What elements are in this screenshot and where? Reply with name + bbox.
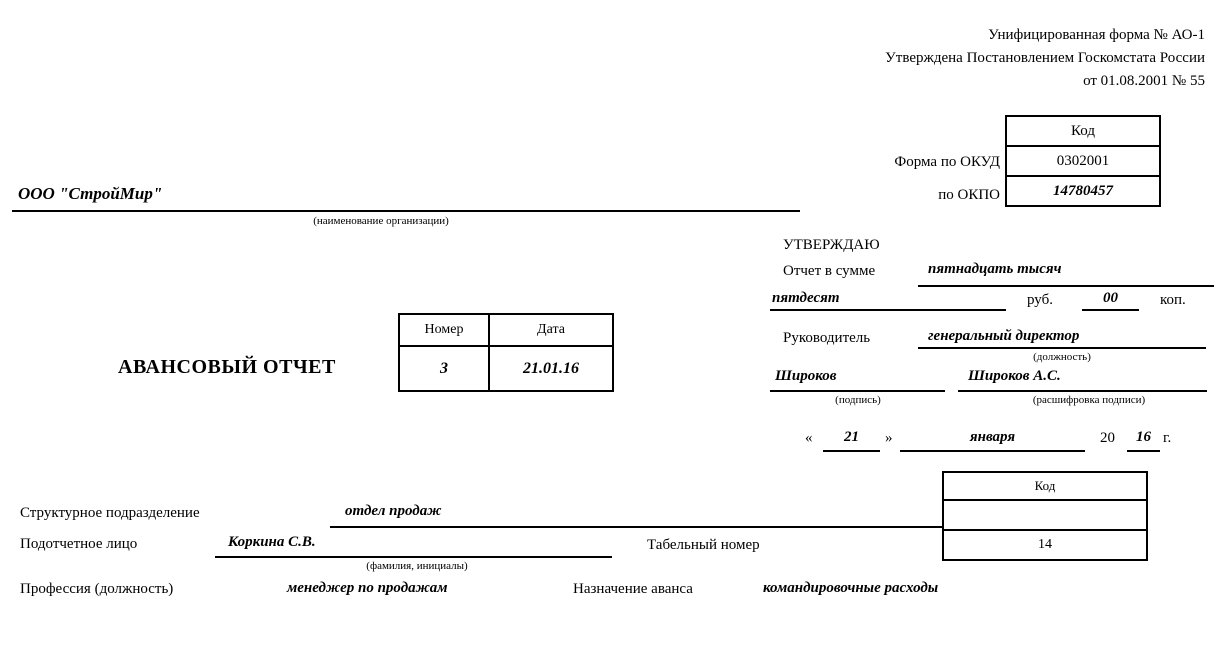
number-date-table bbox=[398, 313, 614, 392]
details-code-table bbox=[942, 471, 1148, 561]
signature-caption: (подпись) bbox=[835, 394, 881, 406]
date-day-underline bbox=[823, 450, 880, 452]
date-year-suffix: г. bbox=[1163, 430, 1172, 446]
profession-value: менеджер по продажам bbox=[287, 580, 448, 596]
date-year-value: 16 bbox=[1136, 429, 1151, 445]
number-header-cell: Номер bbox=[400, 315, 490, 347]
date-value-cell: 21.01.16 bbox=[523, 359, 579, 377]
date-year-underline bbox=[1127, 450, 1160, 452]
form-header-line1: Унифицированная форма № АО-1 bbox=[988, 27, 1205, 43]
rub-label: руб. bbox=[1027, 292, 1053, 308]
approve-title: УТВЕРЖДАЮ bbox=[783, 237, 880, 253]
purpose-label: Назначение аванса bbox=[573, 581, 693, 597]
signature-underline bbox=[770, 390, 945, 392]
person-label: Подотчетное лицо bbox=[20, 536, 138, 552]
sum-label: Отчет в сумме bbox=[783, 263, 876, 279]
date-header-cell: Дата bbox=[490, 315, 612, 347]
kop-label: коп. bbox=[1160, 292, 1186, 308]
sum-line2-underline bbox=[770, 309, 1006, 311]
codes-table-header: Код bbox=[1071, 123, 1095, 139]
date-month-underline bbox=[900, 450, 1085, 452]
date-day-value: 21 bbox=[844, 429, 859, 445]
person-underline bbox=[215, 556, 612, 558]
date-month-value: января bbox=[969, 429, 1016, 445]
report-title: АВАНСОВЫЙ ОТЧЕТ bbox=[118, 356, 336, 378]
organization-name: ООО "СтройМир" bbox=[18, 184, 163, 203]
details-code-empty-cell bbox=[944, 499, 1146, 529]
okud-value-cell: 0302001 bbox=[1007, 145, 1159, 175]
codes-table bbox=[1005, 115, 1161, 207]
person-caption: (фамилия, инициалы) bbox=[366, 560, 468, 572]
position-caption: (должность) bbox=[1033, 351, 1091, 363]
date-year-prefix: 20 bbox=[1100, 430, 1115, 446]
department-value: отдел продаж bbox=[345, 503, 442, 519]
okpo-label: по ОКПО bbox=[938, 187, 1000, 203]
details-code-header: Код bbox=[1034, 478, 1056, 493]
form-header bbox=[885, 24, 1205, 93]
head-signature-name: Широков А.С. bbox=[968, 368, 1061, 384]
date-quote-open: « bbox=[805, 430, 813, 446]
okud-label: Форма по ОКУД bbox=[894, 154, 1000, 170]
sum-words-line2: пятдесят bbox=[772, 290, 840, 306]
department-label: Структурное подразделение bbox=[20, 505, 200, 521]
purpose-value: командировочные расходы bbox=[763, 580, 939, 596]
head-position-value: генеральный директор bbox=[928, 328, 1080, 344]
person-value: Коркина С.В. bbox=[228, 534, 316, 550]
department-underline bbox=[330, 526, 942, 528]
tab-number-value-cell: 14 bbox=[944, 529, 1146, 559]
date-quote-close: » bbox=[885, 430, 893, 446]
head-signature: Широков bbox=[775, 368, 837, 384]
kopecks-underline bbox=[1082, 309, 1139, 311]
kopecks-value: 00 bbox=[1103, 290, 1118, 306]
okpo-value-cell: 14780457 bbox=[1007, 175, 1159, 205]
profession-label: Профессия (должность) bbox=[20, 581, 174, 597]
organization-underline bbox=[12, 210, 800, 212]
sum-line1-underline bbox=[918, 285, 1214, 287]
signature-name-caption: (расшифровка подписи) bbox=[1032, 394, 1146, 406]
sum-words-line1: пятнадцать тысяч bbox=[928, 261, 1062, 277]
tab-number-label: Табельный номер bbox=[647, 537, 760, 553]
signature-name-underline bbox=[958, 390, 1207, 392]
form-header-line3: от 01.08.2001 № 55 bbox=[1083, 73, 1205, 89]
number-value-cell: 3 bbox=[400, 347, 490, 390]
head-label: Руководитель bbox=[783, 330, 871, 346]
form-header-line2: Утверждена Постановлением Госкомстата России bbox=[885, 50, 1205, 66]
organization-caption: (наименование организации) bbox=[313, 215, 449, 227]
position-underline bbox=[918, 347, 1206, 349]
